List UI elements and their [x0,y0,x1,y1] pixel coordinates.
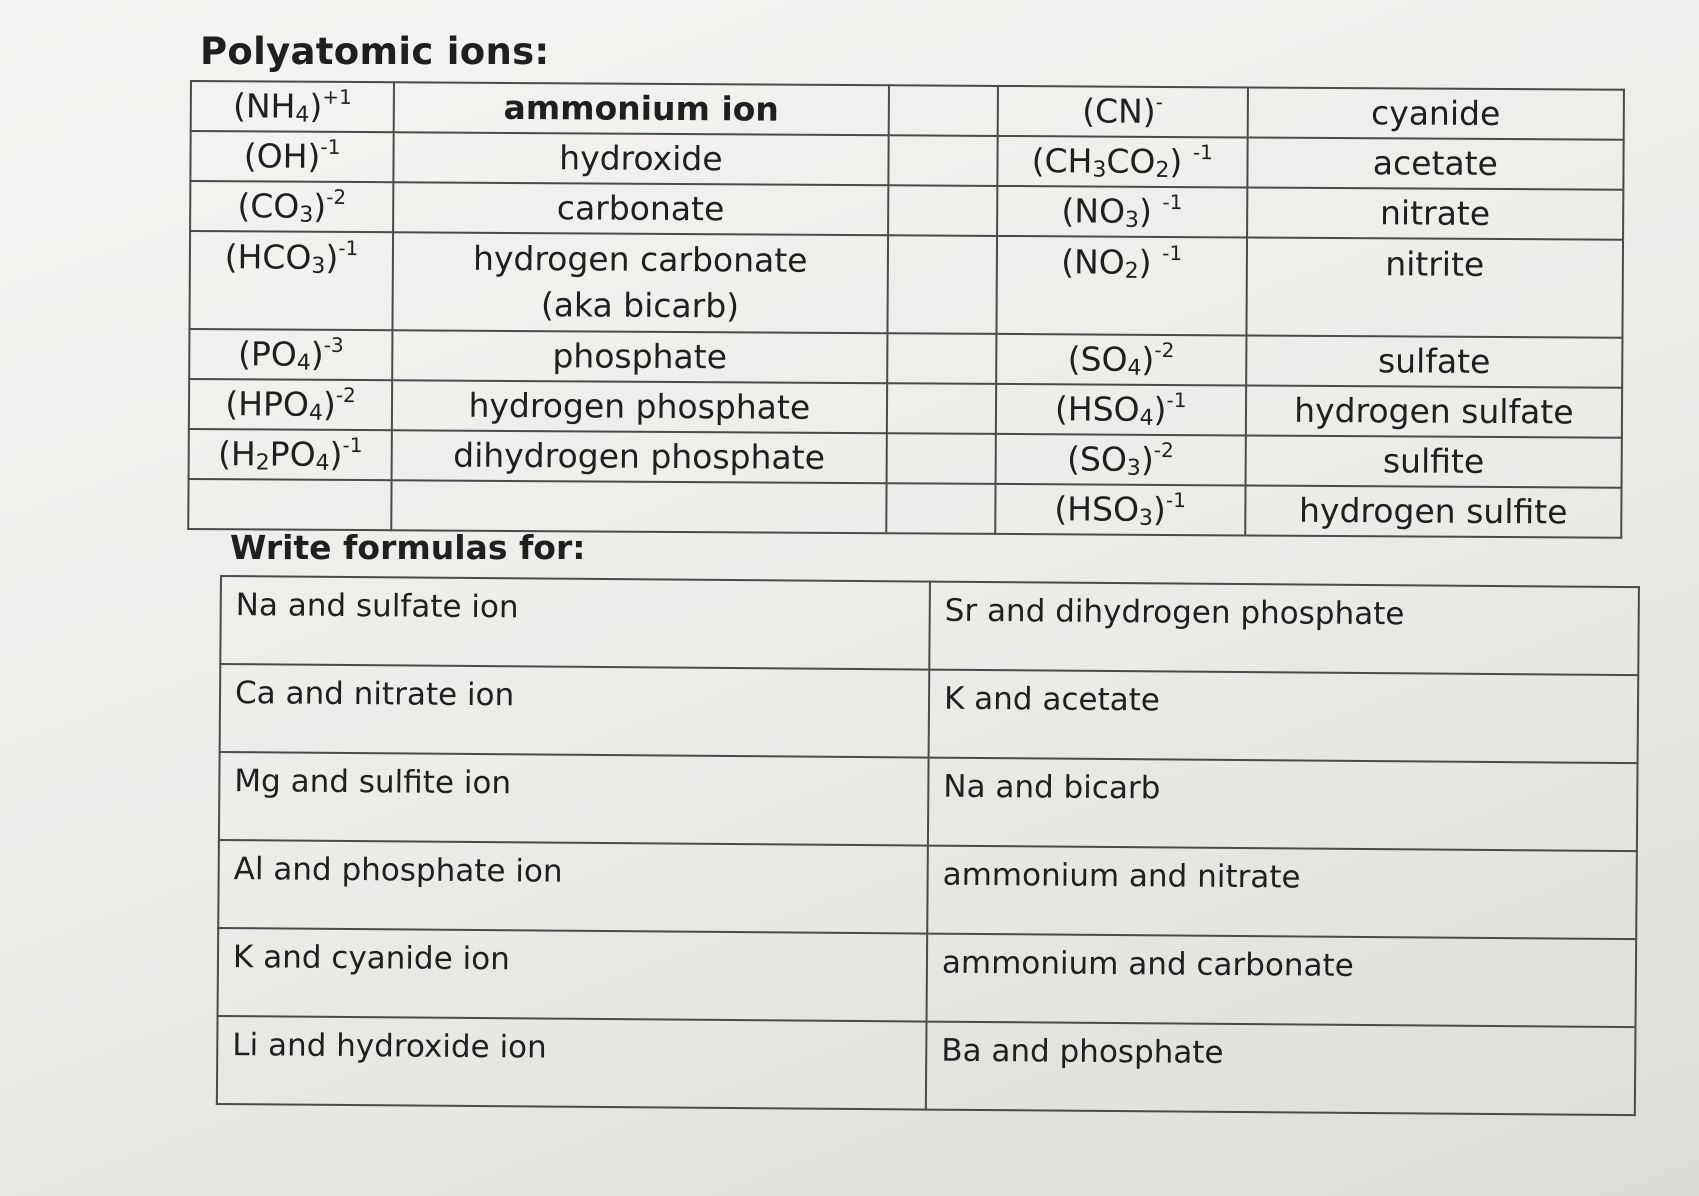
formula-row [219,752,1638,851]
formula-text: (HSO [1054,389,1140,429]
ion-formula-cell [997,86,1247,138]
formula-subscript: 4 [1139,405,1154,431]
formula-text: (CH [1031,141,1093,181]
formula-prompt: K and cyanide ion [232,939,510,978]
formula-text: (CO [237,186,300,226]
formula-prompt-cell[interactable] [926,1022,1636,1116]
formula-subscript: 4 [315,450,330,476]
formula-text: (SO [1066,439,1128,479]
formula-subscript: 3 [1126,455,1141,481]
ion-name: hydrogen sulfite [1298,490,1568,532]
ion-charge: -1 [1165,487,1186,513]
blank-cell [888,185,997,236]
formula-text: (CN) [1082,91,1156,131]
ion-charge: -2 [1153,437,1174,463]
ion-charge: -3 [323,332,344,357]
blank-cell [886,483,995,534]
formula-prompt-cell[interactable] [219,752,929,846]
ion-name: carbonate [556,188,725,229]
formula-subscript: 3 [299,202,314,228]
formula-prompt-cell[interactable] [929,670,1639,764]
formula-prompt: Sr and dihydrogen phosphate [944,592,1405,633]
ion-name-cell [1247,187,1624,239]
formula-prompt-cell[interactable] [220,576,930,670]
ion-formula-cell [190,181,393,232]
ion-charge: -1 [342,432,363,458]
ion-row [190,181,1623,240]
formula-text: ) [1152,489,1166,529]
blank-cell [887,333,996,384]
ion-formula-cell [996,236,1247,336]
ion-charge: - [1155,89,1164,114]
ion-formula-cell [189,379,392,430]
formula-prompt: ammonium and carbonate [941,944,1354,984]
formula-subscript: 3 [311,253,326,279]
formula-prompt-cell[interactable] [927,934,1637,1028]
formula-subscript: 4 [1127,355,1142,381]
formula-text: (PO [237,334,297,374]
blank-cell [888,85,997,136]
formula-row [218,840,1637,939]
formula-text: ) [322,384,336,424]
ion-charge: -2 [1154,337,1175,363]
ion-row [189,329,1622,388]
formula-text: ) [1138,191,1163,231]
ion-charge: +1 [322,84,352,109]
formula-text: (HPO [225,384,310,424]
ion-name: dihydrogen phosphate [453,435,826,477]
formula-text: (OH) [243,136,321,176]
blank-cell [888,135,997,186]
formula-prompt: ammonium and nitrate [942,856,1301,896]
ion-formula-cell [995,434,1245,486]
ion-charge: -1 [320,134,341,159]
ion-name: nitrite [1385,244,1485,284]
formula-text: ) [1169,141,1193,182]
formula-text: ) [309,86,323,126]
ion-name-cell [393,132,888,185]
ion-row [189,429,1622,488]
formula-subscript: 3 [1124,207,1140,233]
ion-name: nitrate [1379,193,1491,233]
formula-text: ) [310,334,324,374]
formula-text: (NO [1061,191,1126,231]
formula-prompt-cell[interactable] [927,846,1637,940]
formula-text: (SO [1067,339,1128,379]
ion-formula-cell [996,384,1246,436]
formula-prompt-cell[interactable] [220,664,930,758]
ion-name-cell [1246,385,1623,437]
ion-name-cell [1247,137,1624,189]
formula-subscript: 3 [1138,505,1154,531]
ion-name: hydrogen phosphate [468,385,811,427]
ion-name: ammonium ion [503,87,779,129]
ion-name-cell [393,232,888,333]
ion-name: sulfate [1377,341,1491,381]
ion-charge: -1 [1162,240,1183,266]
ion-formula-cell [997,136,1247,188]
ion-name-cell [392,330,887,383]
ion-formula-cell [189,429,392,480]
formula-subscript: 4 [295,102,310,128]
ion-name-cell [1247,87,1624,139]
ion-row [191,81,1624,140]
ion-name-cell [1246,335,1623,387]
ion-formula-cell [189,231,393,330]
ion-name: phosphate [552,336,728,377]
ion-charge: -2 [326,184,347,209]
ion-name-cell [1246,237,1623,337]
ion-row [189,379,1622,438]
formula-row [217,1016,1636,1115]
formula-text: ) [313,186,327,226]
ion-name: acetate [1372,143,1499,183]
formula-text: (NO [1061,242,1125,282]
formula-text: (HCO [224,237,312,277]
formula-prompt: Ca and nitrate ion [234,675,515,714]
ion-name-cell [391,480,886,533]
ion-charge: -1 [1162,189,1183,215]
ion-name: sulfite [1382,441,1485,481]
formula-text: ) [1138,242,1163,282]
ion-name-cell [1245,485,1622,537]
formula-prompt: Ba and phosphate [941,1032,1224,1071]
formula-subscript: 4 [308,400,323,426]
formula-prompt: Li and hydroxide ion [232,1027,547,1066]
formula-row [220,576,1639,675]
formula-text: ) [1153,389,1167,429]
ion-formula-cell [189,329,392,380]
ion-formula-cell [188,479,391,530]
ion-name-note: (aka bicarb) [540,285,740,326]
ion-formula-cell [190,131,393,182]
ion-name-cell [1245,435,1622,487]
formula-text: (HSO [1054,489,1140,529]
ion-name-cell [394,82,889,135]
formula-prompt: Na and bicarb [943,768,1161,807]
ion-row [189,231,1623,338]
ion-name-cell [392,380,887,433]
formula-text: ) [329,434,343,474]
formula-text: (H [217,434,256,474]
ion-charge: -1 [1192,140,1213,165]
blank-cell [887,383,996,434]
ion-name: hydrogen carbonate [472,238,808,280]
formula-text: CO [1106,141,1156,181]
formula-prompt-cell[interactable] [218,928,928,1022]
formula-text: (NH [232,86,296,126]
formula-subscript: 2 [1155,157,1170,183]
formula-prompt-cell[interactable] [218,840,928,934]
formula-row [220,664,1639,763]
ion-charge: -2 [335,382,356,408]
formula-text: ) [1140,439,1154,479]
formula-subscript: 3 [1092,157,1107,183]
section-title: Write formulas for: [230,528,586,567]
ion-name-cell [392,430,887,483]
formula-subscript: 2 [1124,258,1139,284]
formula-prompt: Al and phosphate ion [233,851,563,890]
polyatomic-ions-table [187,80,1625,539]
formula-text: ) [1141,339,1155,379]
ion-formula-cell [995,484,1245,536]
ion-name: hydroxide [559,138,723,179]
ion-name-cell [393,182,888,235]
page-title: Polyatomic ions: [200,30,550,73]
ion-formula-cell [997,186,1247,238]
write-formulas-table [216,575,1640,1116]
formula-prompt: Na and sulfate ion [235,587,519,626]
formula-prompt: Mg and sulfite ion [234,763,512,802]
formula-prompt: K and acetate [943,680,1161,719]
ion-formula-cell [191,81,394,132]
formula-prompt-cell[interactable] [928,758,1638,852]
ion-name: hydrogen sulfate [1294,390,1574,432]
formula-prompt-cell[interactable] [929,582,1639,676]
ion-name [399,483,880,486]
ion-name: cyanide [1370,93,1501,134]
formula-row [218,928,1637,1027]
blank-cell [887,235,997,334]
ion-row [190,131,1623,190]
formula-text: ) [325,237,339,277]
ion-formula-cell [996,334,1246,386]
formula-prompt-cell[interactable] [217,1016,927,1110]
ion-charge: -1 [1166,387,1187,413]
formula-subscript: 2 [255,450,270,476]
formula-text: PO [269,434,316,474]
ion-charge: -1 [338,235,359,261]
formula-subscript: 4 [296,350,311,376]
blank-cell [886,433,995,484]
